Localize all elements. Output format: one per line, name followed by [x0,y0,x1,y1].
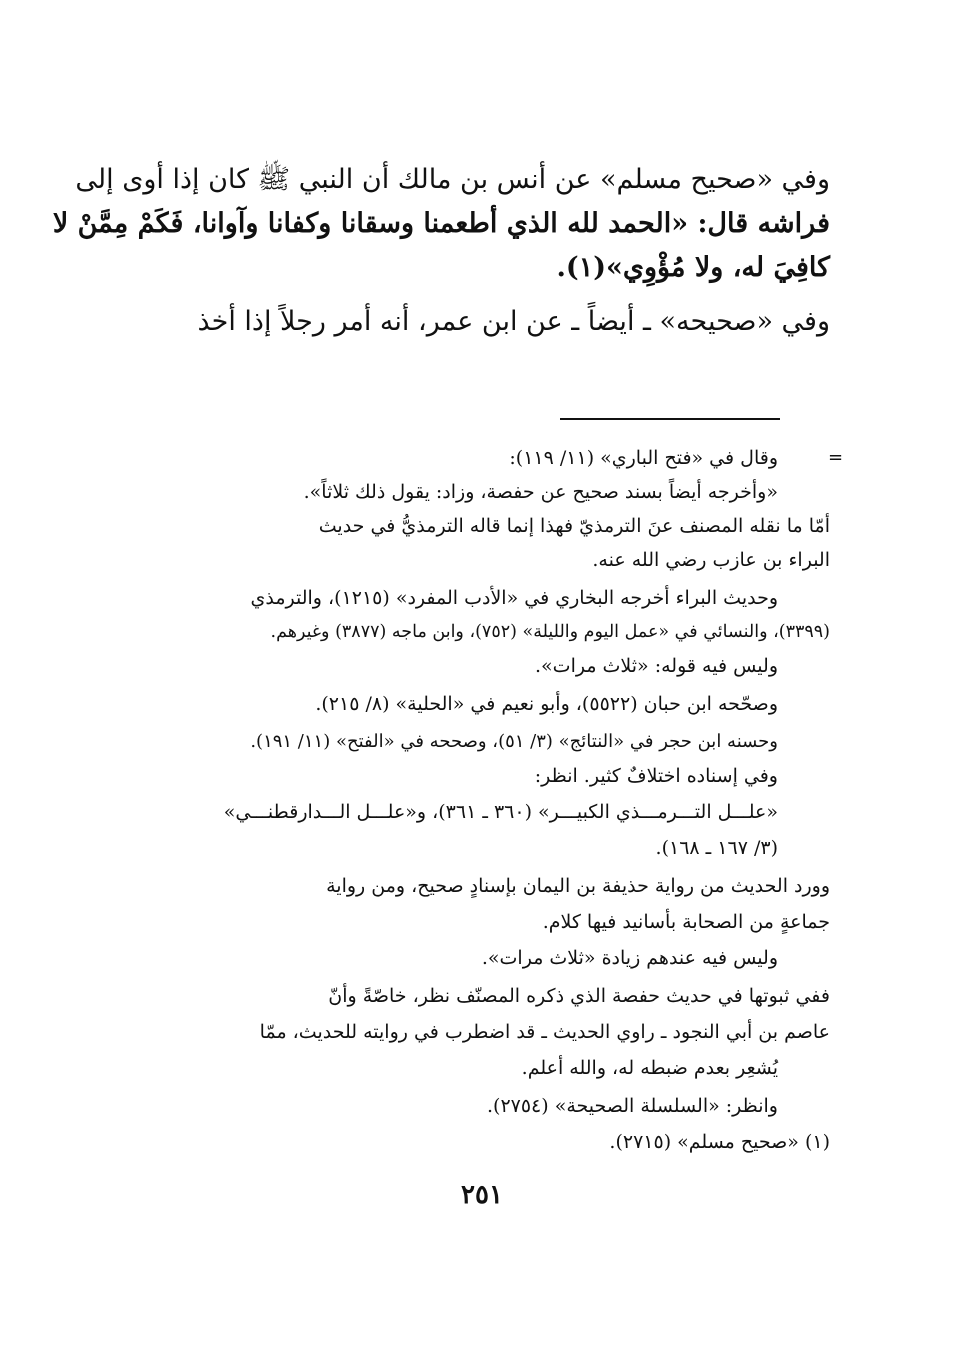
footnote-1: (١) «صحيح مسلم» (٢٧١٥). [609,1131,830,1153]
footnote-line: (٣/ ١٦٧ ـ ١٦٨). [655,837,778,859]
footnote-line: البراء بن عازب رضي الله عنه. [592,549,830,571]
footnote-line: وورد الحديث من رواية حذيفة بن اليمان بإسنادٍ صحيح، ومن رواية [326,875,830,897]
footnote-line: وليس فيه عندهم زيادة «ثلاث مرات». [481,947,778,969]
main-text-line-2: فراشه قال: «الحمد لله الذي أطعمنا وسقانا وكفانا وآوانا، فَكَمْ مِمَّنْ لا [52,208,830,239]
footnote-line: وانظر: «السلسلة الصحيحة» (٢٧٥٤). [486,1095,778,1117]
footnote-line: وقال في «فتح الباري» (١١/ ١١٩): [509,447,778,469]
footnote-line: وفي إسناده اختلافٌ كثير. انظر: [534,765,778,787]
footnote-line: يُشعِر بعدم ضبطه له، والله أعلم. [521,1057,778,1079]
footnote-line: (٣٣٩٩)، والنسائي في «عمل اليوم والليلة» (٧٥٢)، وابن ماجه (٣٨٧٧) وغيرهم. [270,622,830,642]
footnote-line: أمّا ما نقله المصنف عنَ الترمذيّ فهذا إنما قاله الترمذيُّ في حديث [318,515,830,537]
footnote-line: وحسنه ابن حجر في «النتائج» (٣/ ٥١)، وصححه في «الفتح» (١١/ ١٩١). [250,731,778,752]
footnote-line: وصحّحه ابن حبان (٥٥٢٢)، وأبو نعيم في «الحلية» (٨/ ٢١٥). [315,693,778,715]
footnote-line: وليس فيه قوله: «ثلاث مرات». [535,655,778,677]
footnote-line: وحديث البراء أخرجه البخاري في «الأدب المفرد» (١٢١٥)، والترمذي [250,587,778,609]
continuation-mark: = [828,447,844,468]
page-number: ٢٥١ [461,1180,503,1210]
main-text-line-3: كافِيَ له، ولا مُؤْوِي»(١). [556,252,830,283]
footnote-separator [560,418,780,420]
main-text-line-1: وفي «صحيح مسلم» عن أنس بن مالك أن النبي ﷺ كان إذا أوى إلى [75,164,830,195]
main-text-line-4: وفي «صحيحه» ـ أيضاً ـ عن ابن عمر، أنه أمر رجلاً إذا أخذ [197,306,830,337]
footnote-line: «وأخرجه أيضاً بسند صحيح عن حفصة، وزاد: يقول ذلك ثلاثاً». [303,481,778,503]
footnote-line: عاصم بن أبي النجود ـ راوي الحديث ـ قد اضطرب في روايته للحديث، ممّا [259,1021,830,1043]
footnote-line: جماعةٍ من الصحابة بأسانيد فيها كلام. [542,911,830,933]
footnote-line: ففي ثبوتها في حديث حفصة الذي ذكره المصنّف نظر، خاصّةً وأنّ [328,985,830,1007]
footnote-line: «علـــل التـــرمـــذي الكبيـــر» (٣٦٠ ـ ٣٦١)، و«علـــل الـــدارقطنـــي» [223,801,778,823]
